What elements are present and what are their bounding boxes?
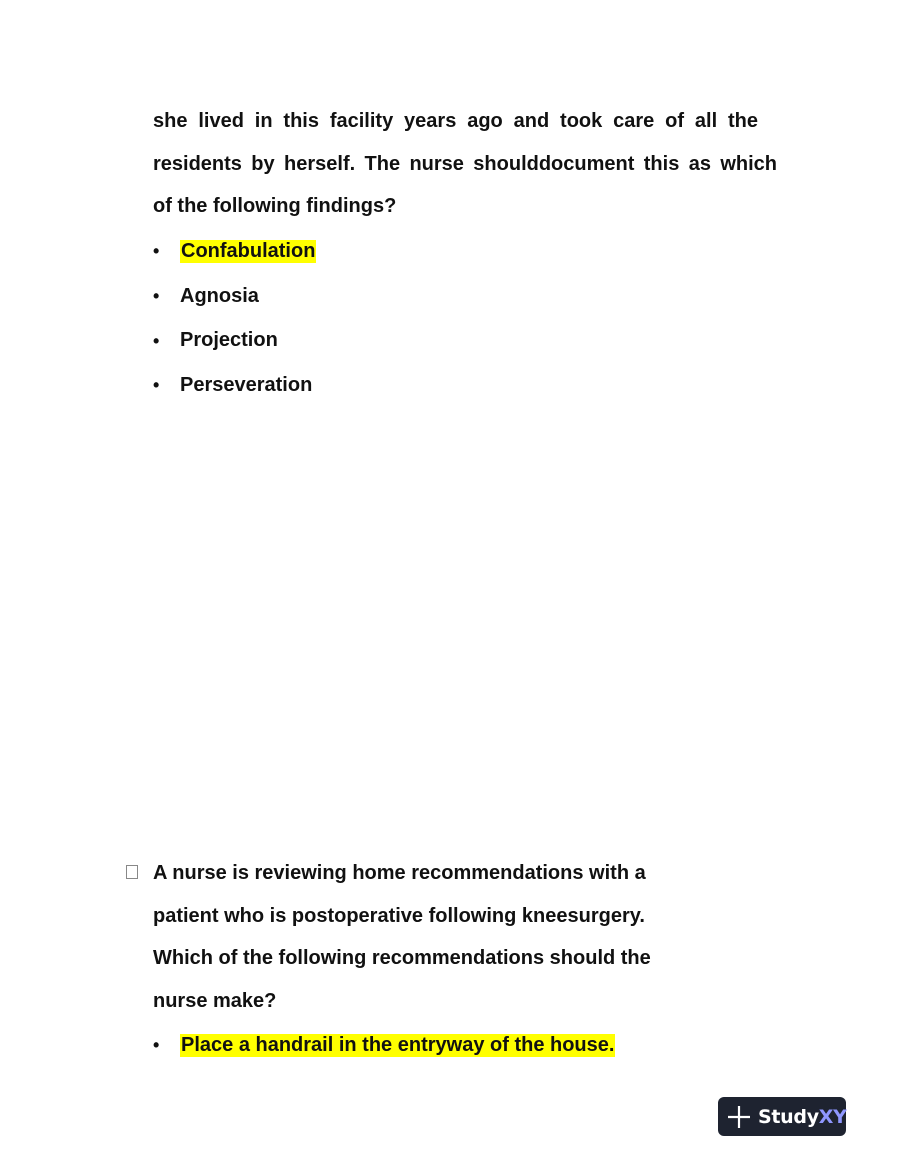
question-2-line: patient who is postoperative following kneesurgery. [153,904,645,927]
question-1-options [153,229,316,408]
question-2-options [153,1023,615,1068]
option-item [153,363,316,408]
option-item [153,274,316,319]
question-2-line: A nurse is reviewing home recommendations with a [153,862,646,884]
plus-icon [726,1104,752,1130]
question-1-line: she lived in this facility years ago and took care of all the [153,110,758,132]
bullet-icon: • [153,286,160,307]
brand-part-1: Study [758,1105,819,1128]
option-item [153,1023,615,1068]
option-text: Projection [180,329,278,352]
question-1-stem [153,100,793,228]
bullet-icon: • [153,330,160,351]
question-marker-checkbox [126,865,138,879]
question-1-line: residents by herself. The nurse shoulddocument this as which [153,152,777,175]
question-1-line: of the following findings? [153,195,397,217]
question-2-stem [153,852,793,1022]
option-text-highlighted: Place a handrail in the entryway of the house. [181,1033,615,1056]
bullet-icon: • [153,241,160,262]
question-2-line: Which of the following recommendations should the [153,947,651,969]
option-item [153,318,316,363]
option-text: Perseveration [180,373,313,396]
bullet-icon: • [153,1035,160,1056]
studyxy-badge[interactable] [718,1097,846,1136]
option-text: Agnosia [180,284,259,307]
option-text-highlighted: Confabulation [181,239,316,262]
option-item [153,229,316,274]
question-2-line: nurse make? [153,989,277,1012]
bullet-icon: • [153,375,160,396]
brand-part-2: XY [818,1105,847,1128]
brand-logo-text [758,1106,847,1128]
